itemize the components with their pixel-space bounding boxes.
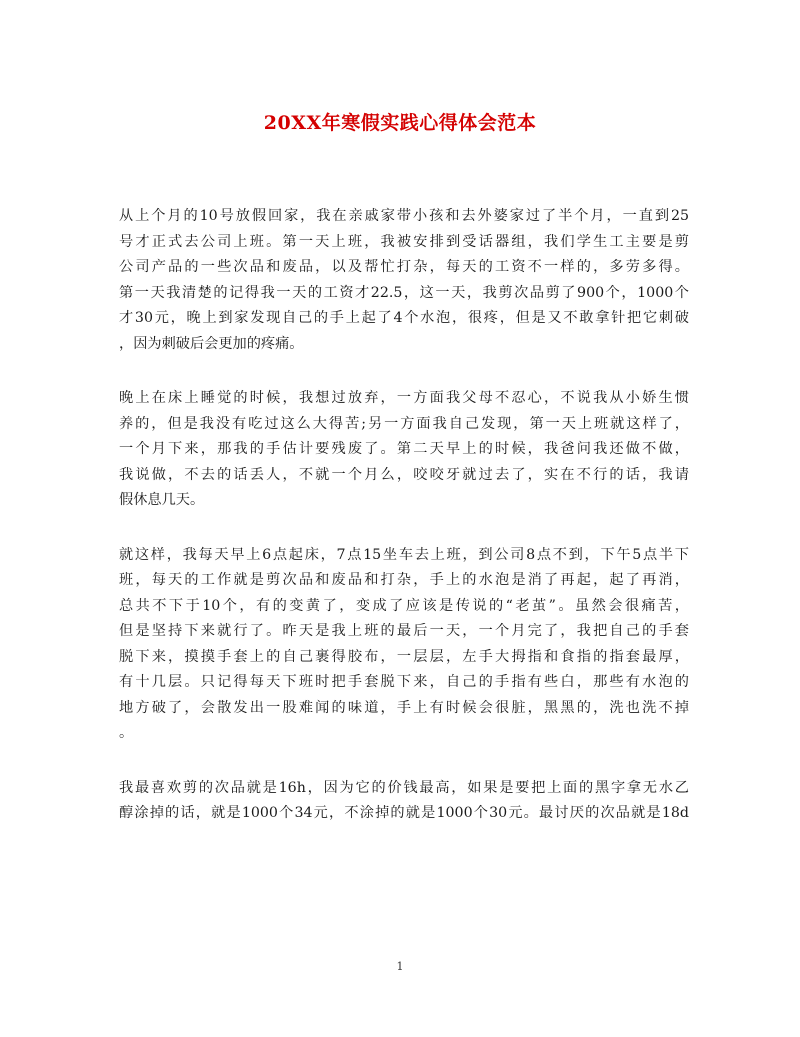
page-number: 1 <box>396 960 404 973</box>
text-line: 就这样，我每天早上6点起床，7点15坐车去上班，到公司8点不到，下午5点半下 <box>119 546 689 563</box>
text-line: 养的，但是我没有吃过这么大得苦;另一方面我自己发现，第一天上班就这样了， <box>119 415 689 432</box>
text-line: ，因为刺破后会更加的疼痛。 <box>119 335 304 352</box>
text-line: 第一天我清楚的记得我一天的工资才22.5，这一天，我剪次品剪了900个，1000个 <box>119 284 689 301</box>
text-line: 脱下来，摸摸手套上的自己裹得胶布，一层层，左手大拇指和食指的指套最厚， <box>119 648 689 665</box>
text-line: 醇涂掉的话，就是1000个34元，不涂掉的就是1000个30元。最讨厌的次品就是18d <box>119 805 689 821</box>
text-line: 才30元，晚上到家发现自己的手上起了4个水泡，很疼，但是又不敢拿针把它刺破 <box>119 310 689 326</box>
text-line: 公司产品的一些次品和废品，以及帮忙打杂，每天的工资不一样的，多劳多得。 <box>119 259 689 275</box>
text-line: 地方破了，会散发出一股难闻的味道，手上有时候会很脏，黑黑的，洗也洗不掉 <box>119 699 689 716</box>
text-line: 但是坚持下来就行了。昨天是我上班的最后一天，一个月完了，我把自己的手套 <box>119 623 689 639</box>
text-line: 晚上在床上睡觉的时候，我想过放弃，一方面我父母不忍心，不说我从小娇生惯 <box>119 390 689 406</box>
text-line: 号才正式去公司上班。第一天上班，我被安排到受话器组，我们学生工主要是剪 <box>119 233 689 250</box>
paragraph-3 <box>119 543 689 747</box>
text-line: 。 <box>119 725 134 741</box>
document-body <box>119 204 689 856</box>
text-line: 总共不下于10个，有的变黄了，变成了应该是传说的“老茧”。虽然会很痛苦， <box>119 597 689 614</box>
text-line: 有十几层。只记得每天下班时把手套脱下来，自己的手指有些白，那些有水泡的 <box>119 674 689 690</box>
text-line: 我说做，不去的话丢人，不就一个月么，咬咬牙就过去了，实在不行的话，我请 <box>119 466 689 483</box>
paragraph-4 <box>119 776 689 827</box>
text-line: 班，每天的工作就是剪次品和废品和打杂，手上的水泡是消了再起，起了再消， <box>119 572 689 588</box>
paragraph-1 <box>119 204 689 357</box>
text-line: 从上个月的10号放假回家，我在亲戚家带小孩和去外婆家过了半个月，一直到25 <box>119 208 689 224</box>
text-line: 一个月下来，那我的手估计要残废了。第二天早上的时候，我爸问我还做不做， <box>119 441 689 457</box>
text-line: 假休息几天。 <box>119 492 205 508</box>
text-line: 我最喜欢剪的次品就是16h，因为它的价钱最高，如果是要把上面的黑字拿无水乙 <box>119 779 689 796</box>
document-title: 20XX年寒假实践心得体会范本 <box>263 112 537 134</box>
paragraph-2 <box>119 386 689 514</box>
